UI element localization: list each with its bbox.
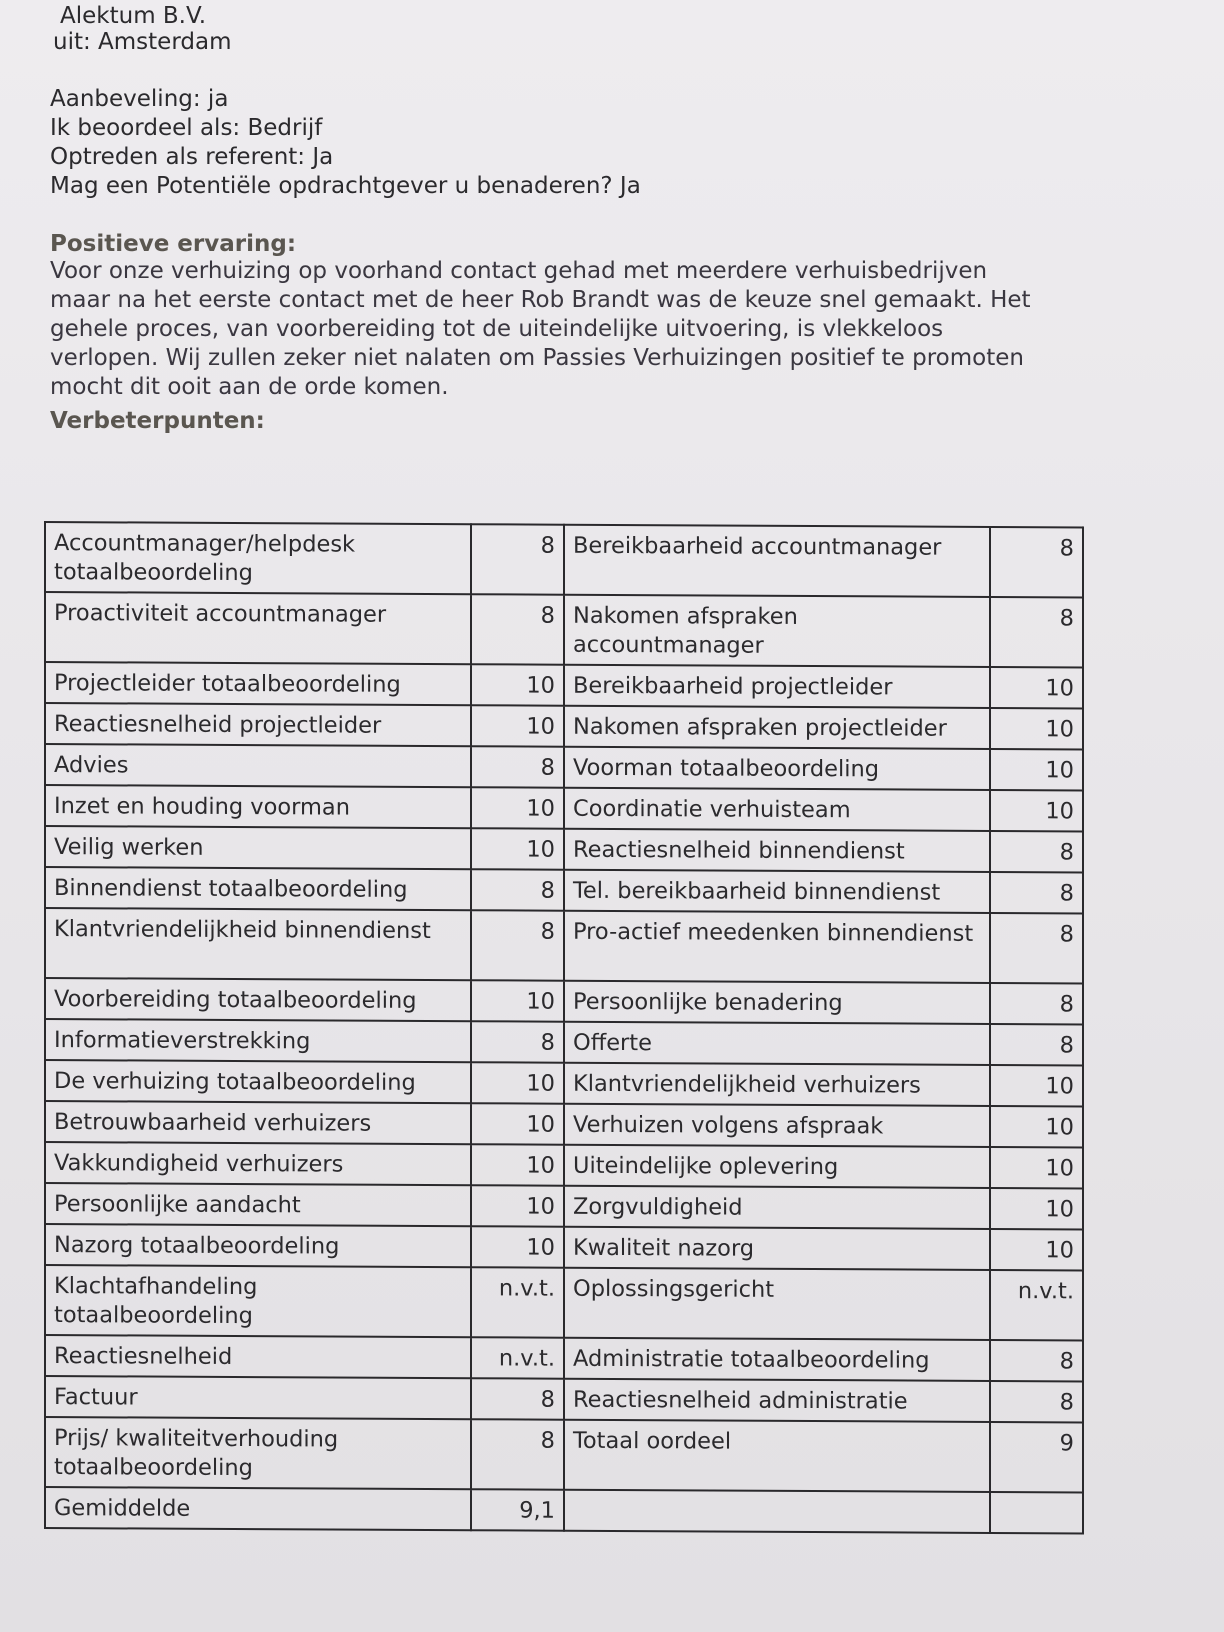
table-row [45, 867, 1083, 913]
table-row [45, 826, 1083, 872]
criterion-label: Persoonlijke aandacht [45, 1183, 471, 1226]
positive-line: maar na het eerste contact met de heer Rob Brandt was de keuze snel gemaakt. Het [50, 287, 1031, 313]
table-row [45, 1265, 1083, 1340]
criterion-label: Nakomen afspraken accountmanager [564, 595, 990, 667]
score-value: 8 [471, 1021, 564, 1062]
score-value: n.v.t. [471, 1337, 564, 1378]
criterion-label: Informatieverstrekking [45, 1019, 471, 1062]
positive-line: verlopen. Wij zullen zeker niet nalaten om Passies Verhuizingen positief te promoten [50, 345, 1024, 371]
score-value: 8 [990, 1381, 1083, 1422]
criterion-label: Pro-actief meedenken binnendienst [564, 911, 990, 983]
score-value: 10 [990, 667, 1083, 708]
criterion-label: Inzet en houding voorman [45, 785, 471, 828]
score-value: 10 [990, 1147, 1083, 1188]
score-value: 9,1 [471, 1489, 564, 1530]
positive-line: mocht dit ooit aan de orde komen. [50, 374, 449, 400]
score-value: 8 [990, 1024, 1083, 1065]
criterion-label: Bereikbaarheid projectleider [564, 665, 990, 708]
positive-line: Voor onze verhuizing op voorhand contact gehad met meerdere verhuisbedrijven [50, 258, 988, 284]
score-value: 8 [990, 872, 1083, 913]
criterion-label: Advies [45, 744, 471, 787]
criterion-label: Nazorg totaalbeoordeling [45, 1224, 471, 1267]
score-value: 10 [990, 1229, 1083, 1270]
criterion-label: Administratie totaalbeoordeling [564, 1338, 990, 1381]
score-value: 8 [990, 597, 1083, 667]
score-value: 8 [471, 1378, 564, 1419]
score-value: 10 [990, 749, 1083, 790]
score-table-body [45, 522, 1083, 1533]
score-value: 10 [471, 664, 564, 705]
criterion-label: Verhuizen volgens afspraak [564, 1104, 990, 1147]
company-city: uit: Amsterdam [53, 29, 232, 55]
criterion-label: Reactiesnelheid binnendienst [564, 829, 990, 872]
answer-referent: Optreden als referent: Ja [50, 144, 334, 170]
table-row [45, 662, 1083, 708]
score-value: 10 [471, 705, 564, 746]
table-row [45, 1417, 1083, 1492]
score-value: 10 [990, 790, 1083, 831]
score-value: 8 [471, 869, 564, 910]
criterion-label: Kwaliteit nazorg [564, 1227, 990, 1270]
score-table [44, 521, 1084, 1534]
criterion-label: Totaal oordeel [564, 1420, 990, 1492]
table-row [45, 744, 1083, 790]
table-row [45, 1224, 1083, 1270]
score-value: 8 [471, 910, 564, 980]
score-value: 10 [990, 1065, 1083, 1106]
criterion-label: Klachtafhandeling totaalbeoordeling [45, 1265, 471, 1337]
table-row [45, 1335, 1083, 1381]
score-value: 10 [471, 828, 564, 869]
criterion-label: Proactiviteit accountmanager [45, 592, 471, 664]
criterion-label: Reactiesnelheid projectleider [45, 703, 471, 746]
table-row [45, 1487, 1083, 1533]
criterion-label: Veilig werken [45, 826, 471, 869]
criterion-label: Accountmanager/helpdesk totaalbeoordeling [45, 522, 471, 594]
score-value: 10 [471, 787, 564, 828]
score-value: 10 [990, 708, 1083, 749]
score-value: n.v.t. [471, 1267, 564, 1337]
criterion-label: Prijs/ kwaliteitverhouding totaalbeoordeling [45, 1417, 471, 1489]
criterion-label: Klantvriendelijkheid binnendienst [45, 908, 471, 980]
table-row [45, 1060, 1083, 1106]
score-value: 8 [990, 527, 1083, 597]
criterion-label: Betrouwbaarheid verhuizers [45, 1101, 471, 1144]
criterion-label: Uiteindelijke oplevering [564, 1145, 990, 1188]
criterion-label: Factuur [45, 1376, 471, 1419]
score-value: 10 [471, 1226, 564, 1267]
score-value: 8 [990, 831, 1083, 872]
criterion-label: Zorgvuldigheid [564, 1186, 990, 1229]
criterion-label: Nakomen afspraken projectleider [564, 706, 990, 749]
score-value: 8 [990, 1340, 1083, 1381]
criterion-label: Binnendienst totaalbeoordeling [45, 867, 471, 910]
table-row [45, 703, 1083, 749]
table-row [45, 908, 1083, 983]
criterion-label: Tel. bereikbaarheid binnendienst [564, 870, 990, 913]
score-value: 10 [471, 1062, 564, 1103]
criterion-label: Coordinatie verhuisteam [564, 788, 990, 831]
criterion-label: Bereikbaarheid accountmanager [564, 525, 990, 597]
score-value: 10 [471, 1144, 564, 1185]
score-value: 10 [990, 1188, 1083, 1229]
score-value: 8 [471, 524, 564, 594]
score-value: 8 [471, 594, 564, 664]
criterion-label: Persoonlijke benadering [564, 981, 990, 1024]
score-value: 8 [471, 746, 564, 787]
table-row [45, 1376, 1083, 1422]
table-row [45, 785, 1083, 831]
criterion-label: Voorman totaalbeoordeling [564, 747, 990, 790]
score-value: 10 [471, 980, 564, 1021]
criterion-label: De verhuizing totaalbeoordeling [45, 1060, 471, 1103]
table-row [45, 978, 1083, 1024]
criterion-label: Vakkundigheid verhuizers [45, 1142, 471, 1185]
answer-benaderen: Mag een Potentiële opdrachtgever u benaderen? Ja [50, 173, 641, 199]
criterion-label: Oplossingsgericht [564, 1268, 990, 1340]
score-value: 10 [471, 1103, 564, 1144]
table-row [45, 1183, 1083, 1229]
score-value: 10 [990, 1106, 1083, 1147]
score-value: 8 [471, 1419, 564, 1489]
table-row [45, 1101, 1083, 1147]
answer-aanbeveling: Aanbeveling: ja [50, 86, 229, 112]
criterion-label: Projectleider totaalbeoordeling [45, 662, 471, 705]
score-value: 8 [990, 913, 1083, 983]
score-value: n.v.t. [990, 1270, 1083, 1340]
criterion-label: Offerte [564, 1022, 990, 1065]
improvements-title: Verbeterpunten: [50, 408, 265, 434]
score-value: 8 [990, 983, 1083, 1024]
table-row [45, 592, 1083, 667]
positive-text [50, 257, 1130, 402]
criterion-label [564, 1490, 990, 1533]
score-value [990, 1492, 1083, 1533]
score-value: 10 [471, 1185, 564, 1226]
criterion-label: Klantvriendelijkheid verhuizers [564, 1063, 990, 1106]
criterion-label: Reactiesnelheid administratie [564, 1379, 990, 1422]
answer-beoordeel: Ik beoordeel als: Bedrijf [50, 115, 323, 141]
table-row [45, 1142, 1083, 1188]
company-name: Alektum B.V. [60, 3, 207, 29]
positive-line: gehele proces, van voorbereiding tot de uiteindelijke uitvoering, is vlekkeloos [50, 316, 944, 342]
score-value: 9 [990, 1422, 1083, 1492]
table-row [45, 522, 1083, 597]
table-row [45, 1019, 1083, 1065]
criterion-label: Reactiesnelheid [45, 1335, 471, 1378]
criterion-label: Gemiddelde [45, 1487, 471, 1530]
criterion-label: Voorbereiding totaalbeoordeling [45, 978, 471, 1021]
positive-title: Positieve ervaring: [50, 231, 297, 257]
review-answers [50, 85, 641, 201]
